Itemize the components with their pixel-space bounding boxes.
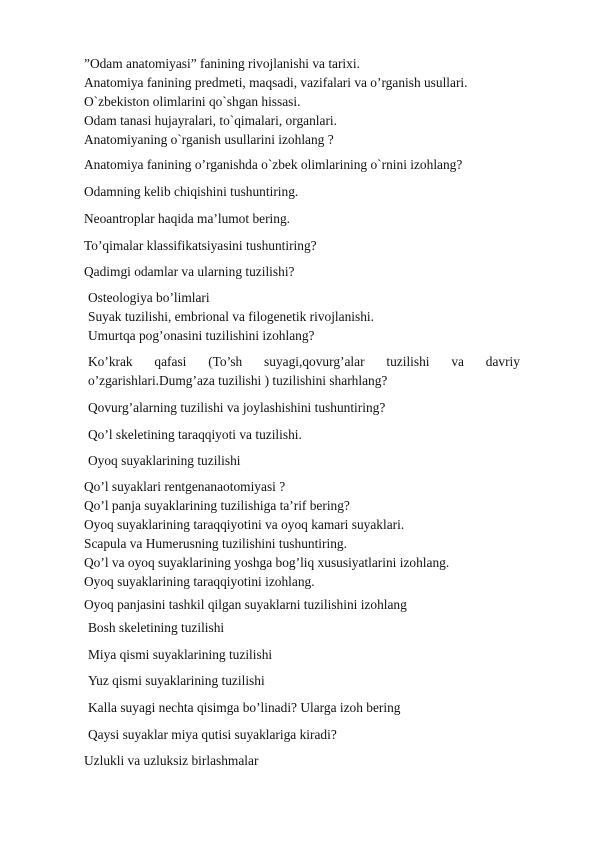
text-line-26: Miya qismi suyaklarining tuzilishi: [88, 647, 273, 662]
text-line-5: Anatomiyaning o`rganish usullarini izohlang ?: [84, 132, 334, 147]
text-line-20: Oyoq suyaklarining taraqqiyotini va oyoq kamari suyaklari.: [84, 517, 405, 532]
justified-word-1: Ko’krak: [88, 354, 133, 369]
text-line-15: Qovurg’alarning tuzilishi va joylashishini tushuntiring?: [88, 400, 386, 415]
text-line-12: Suyak tuzilishi, embrional va filogenetik rivojlanishi.: [88, 309, 374, 324]
justified-word-2: qafasi: [154, 354, 187, 369]
text-line-29: Qaysi suyaklar miya qutisi suyaklariga kiradi?: [88, 727, 337, 742]
text-line-25: Bosh skeletining tuzilishi: [88, 620, 225, 635]
text-line-10: Qadimgi odamlar va ularning tuzilishi?: [84, 264, 295, 279]
text-line-24: Oyoq panjasini tashkil qilgan suyaklarni tuzilishini izohlang: [84, 597, 407, 612]
text-line-14: o’zgarishlari.Dumg’aza tuzilishi ) tuzilishini sharhlang?: [88, 373, 388, 388]
text-line-23: Oyoq suyaklarining taraqqiyotini izohlang.: [84, 574, 315, 589]
justified-word-4: suyagi,qovurg’alar: [264, 354, 365, 369]
text-line-4: Odam tanasi hujayralari, to`qimalari, organlari.: [84, 113, 337, 128]
text-line-27: Yuz qismi suyaklarining tuzilishi: [88, 673, 265, 688]
text-line-9: To’qimalar klassifikatsiyasini tushuntiring?: [84, 238, 317, 253]
text-line-13: Umurtqa pog’onasini tuzilishini izohlang?: [88, 328, 315, 343]
text-line-7: Odamning kelib chiqishini tushuntiring.: [84, 184, 299, 199]
text-line-2: Anatomiya fanining predmeti, maqsadi, vazifalari va o’rganish usullari.: [84, 75, 468, 90]
text-line-8: Neoantroplar haqida ma’lumot bering.: [84, 211, 290, 226]
text-line-19: Qo’l panja suyaklarining tuzilishiga ta’rif bering?: [84, 498, 350, 513]
justified-text-line: [88, 354, 520, 370]
justified-word-3: (To’sh: [208, 354, 243, 369]
text-line-17: Oyoq suyaklarining tuzilishi: [88, 453, 241, 468]
text-line-28: Kalla suyagi nechta qisimga bo’linadi? Ularga izoh bering: [88, 700, 401, 715]
text-line-6: Anatomiya fanining o’rganishda o`zbek olimlarining o`rnini izohlang?: [84, 157, 463, 172]
text-line-16: Qo’l skeletining taraqqiyoti va tuzilishi.: [88, 427, 302, 442]
justified-word-6: va: [451, 354, 464, 369]
text-line-22: Qo’l va oyoq suyaklarining yoshga bog’liq xususiyatlarini izohlang.: [84, 555, 450, 570]
justified-word-5: tuzilishi: [386, 354, 430, 369]
text-line-18: Qo’l suyaklari rentgenanaotomiyasi ?: [84, 479, 286, 494]
text-line-30: Uzlukli va uzluksiz birlashmalar: [84, 753, 259, 768]
text-line-21: Scapula va Humerusning tuzilishini tushuntiring.: [84, 536, 347, 551]
text-line-1: ”Odam anatomiyasi” fanining rivojlanishi va tarixi.: [84, 56, 360, 71]
text-line-11: Osteologiya bo’limlari: [88, 290, 210, 305]
text-line-3: O`zbekiston olimlarini qo`shgan hissasi.: [84, 94, 301, 109]
justified-word-7: davriy: [485, 354, 520, 369]
